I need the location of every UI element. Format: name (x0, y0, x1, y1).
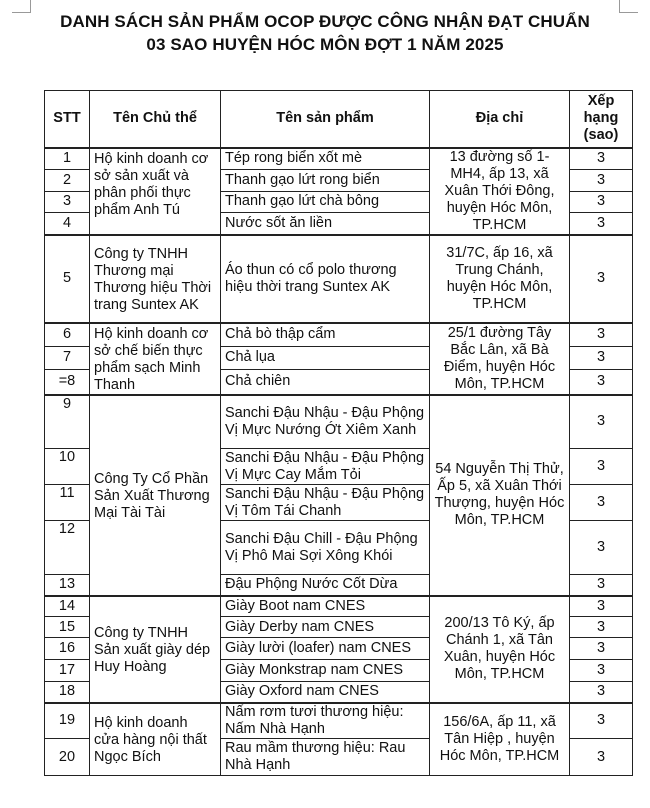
rating-cell: 3 (570, 682, 633, 703)
product-cell: Rau mầm thương hiệu: Rau Nhà Hạnh (221, 739, 430, 776)
product-cell: Áo thun có cổ polo thương hiệu thời trang Suntex AK (221, 235, 430, 323)
rating-cell: 3 (570, 346, 633, 370)
rating-cell: 3 (570, 739, 633, 776)
rating-cell: 3 (570, 191, 633, 213)
product-cell: Thanh gạo lứt chà bông (221, 191, 430, 213)
rating-cell: 3 (570, 521, 633, 575)
address-cell: 31/7C, ấp 16, xã Trung Chánh, huyện Hóc Môn, TP.HCM (430, 235, 570, 323)
stt-cell: 18 (45, 682, 90, 703)
stt-cell: 4 (45, 213, 90, 235)
stt-cell: 13 (45, 575, 90, 596)
entity-cell: Công ty TNHH Thương mại Thương hiệu Thời trang Suntex AK (90, 235, 221, 323)
stt-cell: 11 (45, 485, 90, 521)
address-cell: 156/6A, ấp 11, xã Tân Hiệp , huyện Hóc Môn, TP.HCM (430, 703, 570, 776)
page-corner-mark-left (12, 0, 31, 13)
stt-cell: 14 (45, 596, 90, 617)
product-cell: Giày Monkstrap nam CNES (221, 660, 430, 682)
rating-cell: 3 (570, 617, 633, 638)
product-cell: Tép rong biển xốt mè (221, 148, 430, 170)
header-entity: Tên Chủ thể (90, 91, 221, 148)
rating-cell: 3 (570, 213, 633, 235)
stt-cell: 12 (45, 521, 90, 575)
header-product: Tên sản phẩm (221, 91, 430, 148)
rating-cell: 3 (570, 370, 633, 395)
product-cell: Giày Oxford nam CNES (221, 682, 430, 703)
header-row (45, 91, 633, 148)
stt-cell: =8 (45, 370, 90, 395)
table-row (45, 235, 633, 323)
stt-cell: 7 (45, 346, 90, 370)
rating-cell: 3 (570, 703, 633, 739)
product-cell: Chả chiên (221, 370, 430, 395)
entity-cell: Hộ kinh doanh cửa hàng nội thất Ngọc Bích (90, 703, 221, 776)
product-cell: Giày lười (loafer) nam CNES (221, 638, 430, 660)
address-cell: 25/1 đường Tây Bắc Lân, xã Bà Điểm, huyện Hóc Môn, TP.HCM (430, 323, 570, 395)
header-address: Địa chỉ (430, 91, 570, 148)
product-cell: Giày Boot nam CNES (221, 596, 430, 617)
header-rating: Xếp hạng (sao) (570, 91, 633, 148)
stt-cell: 20 (45, 739, 90, 776)
product-cell: Giày Derby nam CNES (221, 617, 430, 638)
rating-cell: 3 (570, 660, 633, 682)
product-cell: Chả lụa (221, 346, 430, 370)
product-cell: Sanchi Đậu Chill - Đậu Phộng Vị Phô Mai Sợi Xông Khói (221, 521, 430, 575)
address-cell: 200/13 Tô Ký, ấp Chánh 1, xã Tân Xuân, huyện Hóc Môn, TP.HCM (430, 596, 570, 703)
rating-cell: 3 (570, 638, 633, 660)
stt-cell: 2 (45, 169, 90, 191)
entity-cell: Hộ kinh doanh cơ sở sản xuất và phân phối thực phẩm Anh Tú (90, 148, 221, 235)
stt-cell: 16 (45, 638, 90, 660)
table-row (45, 148, 633, 170)
rating-cell: 3 (570, 395, 633, 449)
product-cell: Nấm rơm tươi thương hiệu: Nấm Nhà Hạnh (221, 703, 430, 739)
entity-cell: Công ty TNHH Sản xuất giày dép Huy Hoàng (90, 596, 221, 703)
product-cell: Đậu Phộng Nước Cốt Dừa (221, 575, 430, 596)
stt-cell: 19 (45, 703, 90, 739)
product-cell: Sanchi Đậu Nhậu - Đậu Phộng Vị Mực Cay Mắm Tỏi (221, 449, 430, 485)
table-row (45, 596, 633, 617)
product-cell: Sanchi Đậu Nhậu - Đậu Phộng Vị Mực Nướng Ớt Xiêm Xanh (221, 395, 430, 449)
stt-cell: 6 (45, 323, 90, 347)
rating-cell: 3 (570, 449, 633, 485)
ocop-product-table (44, 90, 633, 776)
entity-cell: Hộ kinh doanh cơ sở chế biến thực phẩm sạch Minh Thanh (90, 323, 221, 395)
stt-cell: 3 (45, 191, 90, 213)
rating-cell: 3 (570, 485, 633, 521)
address-cell: 13 đường số 1-MH4, ấp 13, xã Xuân Thới Đông, huyện Hóc Môn, TP.HCM (430, 148, 570, 235)
rating-cell: 3 (570, 235, 633, 323)
document-title (0, 0, 650, 56)
product-cell: Nước sốt ăn liền (221, 213, 430, 235)
table-row (45, 323, 633, 347)
stt-cell: 5 (45, 235, 90, 323)
stt-cell: 15 (45, 617, 90, 638)
title-line-1: DANH SÁCH SẢN PHẨM OCOP ĐƯỢC CÔNG NHẬN ĐẠT CHUẨN (60, 12, 590, 31)
address-cell: 54 Nguyễn Thị Thử, Ấp 5, xã Xuân Thới Thượng, huyện Hóc Môn, TP.HCM (430, 395, 570, 596)
rating-cell: 3 (570, 575, 633, 596)
table-row (45, 395, 633, 449)
stt-cell: 9 (45, 395, 90, 449)
stt-cell: 17 (45, 660, 90, 682)
rating-cell: 3 (570, 169, 633, 191)
stt-cell: 10 (45, 449, 90, 485)
product-cell: Chả bò thập cẩm (221, 323, 430, 347)
table-row (45, 703, 633, 739)
page-corner-mark-right (619, 0, 638, 13)
product-cell: Thanh gạo lứt rong biển (221, 169, 430, 191)
header-stt: STT (45, 91, 90, 148)
rating-cell: 3 (570, 148, 633, 170)
stt-cell: 1 (45, 148, 90, 170)
product-cell: Sanchi Đậu Nhậu - Đậu Phộng Vị Tôm Tái Chanh (221, 485, 430, 521)
rating-cell: 3 (570, 596, 633, 617)
entity-cell: Công Ty Cổ Phần Sản Xuất Thương Mại Tài Tài (90, 395, 221, 596)
rating-cell: 3 (570, 323, 633, 347)
title-line-2: 03 SAO HUYỆN HÓC MÔN ĐỢT 1 NĂM 2025 (146, 35, 504, 54)
